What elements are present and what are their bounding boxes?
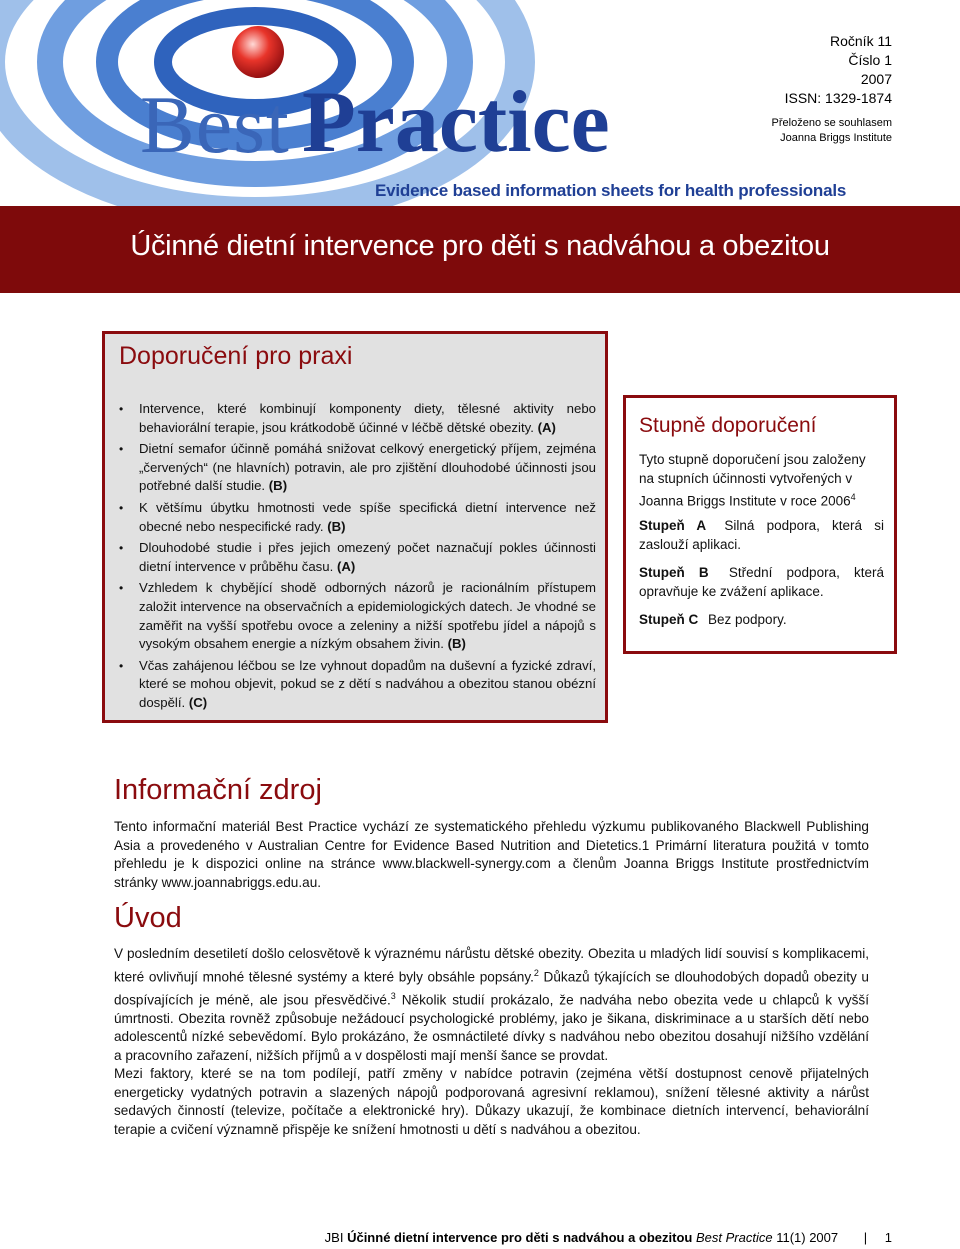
issue-volume: Ročník 11 bbox=[830, 33, 892, 49]
intro-heading: Úvod bbox=[114, 902, 182, 934]
practice-recommendations-box bbox=[102, 331, 608, 723]
issue-info bbox=[772, 32, 892, 146]
recommendation-item: • Vzhledem k chybějící shodě odborných názorů je racionálním přístupem založit intervence na observačních a epidemiologických datech. Je vhodné se zaměřit na vyšší spotřebu ovoce a zeleniny a nižší spotřebu jídel a nápojů s vysokým obsahem energie a nízkým obsahem živin. (B) bbox=[119, 579, 596, 653]
intro-paragraph-1: V posledním desetiletí došlo celosvětově k výraznému nárůstu dětské obezity. Obezita u mladých lidí souvisí s komplikacemi, které ovlivňují mnohé tělesné systémy a které byly obsáhle popsány.$^2$ Důkazů týkajících se dlouhodobých dopadů obezity u dospívajících je méně, ale jsou přesvědčivé.$^3$ Několik studií prokázalo, že nadváha nebo obezita vede u chlapců k vyšší úmrtnosti. Obezita rovněž způsobuje nežádoucí psychologické problémy, jako je šikana, diskriminace a u starších dětí nebo adolescentů nízké sebevědomí. Bylo prokázáno, že osmnáctileté dívky s nadváhou nebo obezitou dosahují nižšího vzdělání a pracovního zařazení, nižších příjmů a v dospělosti mají menší šance se provdat. bbox=[114, 946, 869, 1064]
logo-best-word: Best bbox=[140, 79, 290, 170]
logo-tagline: Evidence based information sheets for health professionals bbox=[375, 181, 847, 200]
translation-note-1: Přeloženo se souhlasem bbox=[771, 117, 892, 129]
grade-a-row: Stupeň A Silná podpora, která si zaslouží aplikaci. bbox=[639, 518, 884, 552]
page-number: 1 bbox=[884, 1230, 892, 1245]
recommendation-item: • Včas zahájenou léčbou se lze vyhnout dopadům na duševní a fyzické zdraví, které se mohou objevit, pokud se z dětí s nadváhou a obezitou stanou obézní dospělí. (C) bbox=[119, 657, 596, 713]
grade-label: (B) bbox=[327, 518, 346, 534]
source-paragraph: Tento informační materiál Best Practice vychází ze systematického přehledu výzkumu publikovaného Blackwell Publishing Asia a provedeného v Australian Centre for Evidence Based Nutrition and Dietetics.1 Primární literatura použitá v tomto přehledu je k dispozici online na stránce www.blackwell-synergy.com a členům Joanna Briggs Institute prostřednictvím stránky www.joannabriggs.edu.au. bbox=[114, 819, 869, 890]
footer-publication: Best Practice bbox=[695, 1230, 773, 1245]
grade-label: (C) bbox=[188, 694, 208, 710]
red-ball-icon bbox=[232, 26, 284, 78]
footer-issue: 11(1) 2007 bbox=[776, 1230, 839, 1245]
grade-label: (B) bbox=[268, 478, 288, 494]
grades-intro: Tyto stupně doporučení jsou založeny na stupních účinnosti vytvořených v Joanna Briggs Institute v roce 2006$^4$ bbox=[639, 452, 866, 509]
recommendation-item: • Dlouhodobé studie i přes jejich omezený počet naznačují pokles účinnosti dietní intervence v průběhu času. (A) bbox=[119, 539, 596, 576]
recommendation-list bbox=[119, 400, 596, 716]
recommendation-item: • Dietní semafor účinně pomáhá snižovat celkový energetický příjem, zejména „červených“ (ne hlavních) potravin, ale pro zjištění dlouhodobé účinnosti jsou potřebné další studie. (B) bbox=[119, 440, 596, 496]
page-footer bbox=[325, 1230, 892, 1245]
grades-title: Stupně doporučení bbox=[639, 414, 817, 437]
issue-issn: ISSN: 1329-1874 bbox=[784, 90, 892, 106]
source-heading: Informační zdroj bbox=[114, 774, 322, 806]
translation-note-2: Joanna Briggs Institute bbox=[780, 132, 892, 144]
intro-paragraph-2: Mezi faktory, které se na tom podílejí, patří změny v nabídce potravin (zejména větší dostupnost cenově přijatelných energeticky vydatných potravin a slazených nápojů podporovaná agresivní reklamou), snížení tělesné aktivity a nárůst sedavých činností (televize, počítače a elektronické hry). Důkazy ukazují, že kombinace dietních intervencí, behaviorální terapie a cvičení významně přispěje ke snížení hmotnosti u dětí s nadváhou a obezitou. bbox=[114, 1066, 869, 1137]
grade-c-row: Stupeň C Bez podpory. bbox=[639, 612, 787, 627]
logo-practice-word: Practice bbox=[302, 74, 610, 171]
practice-title: Doporučení pro praxi bbox=[119, 342, 353, 370]
recommendation-item: • Intervence, které kombinují komponenty diety, tělesné aktivity nebo behaviorální terapie, jsou krátkodobě účinné v léčbě dětské obezity. (A) bbox=[119, 400, 596, 437]
footer-org: JBI bbox=[324, 1230, 344, 1245]
issue-year: 2007 bbox=[860, 71, 892, 87]
grade-label: (B) bbox=[447, 636, 466, 652]
grade-label: (A) bbox=[336, 558, 356, 574]
grade-b-row: Stupeň B Střední podpora, která opravňuje ke zvážení aplikace. bbox=[639, 565, 884, 599]
document-title: Účinné dietní intervence pro děti s nadváhou a obezitou bbox=[130, 230, 830, 262]
grades-of-recommendation-box bbox=[623, 395, 897, 654]
grade-label: (A) bbox=[537, 419, 556, 435]
footer-title: Účinné dietní intervence pro děti s nadváhou a obezitou bbox=[347, 1230, 693, 1245]
issue-number: Číslo 1 bbox=[848, 52, 892, 68]
recommendation-item: • K většímu úbytku hmotnosti vede spíše specifická dietní intervence než obecné nebo nespecifické rady. (B) bbox=[119, 499, 596, 536]
footer-separator: | bbox=[863, 1230, 868, 1245]
